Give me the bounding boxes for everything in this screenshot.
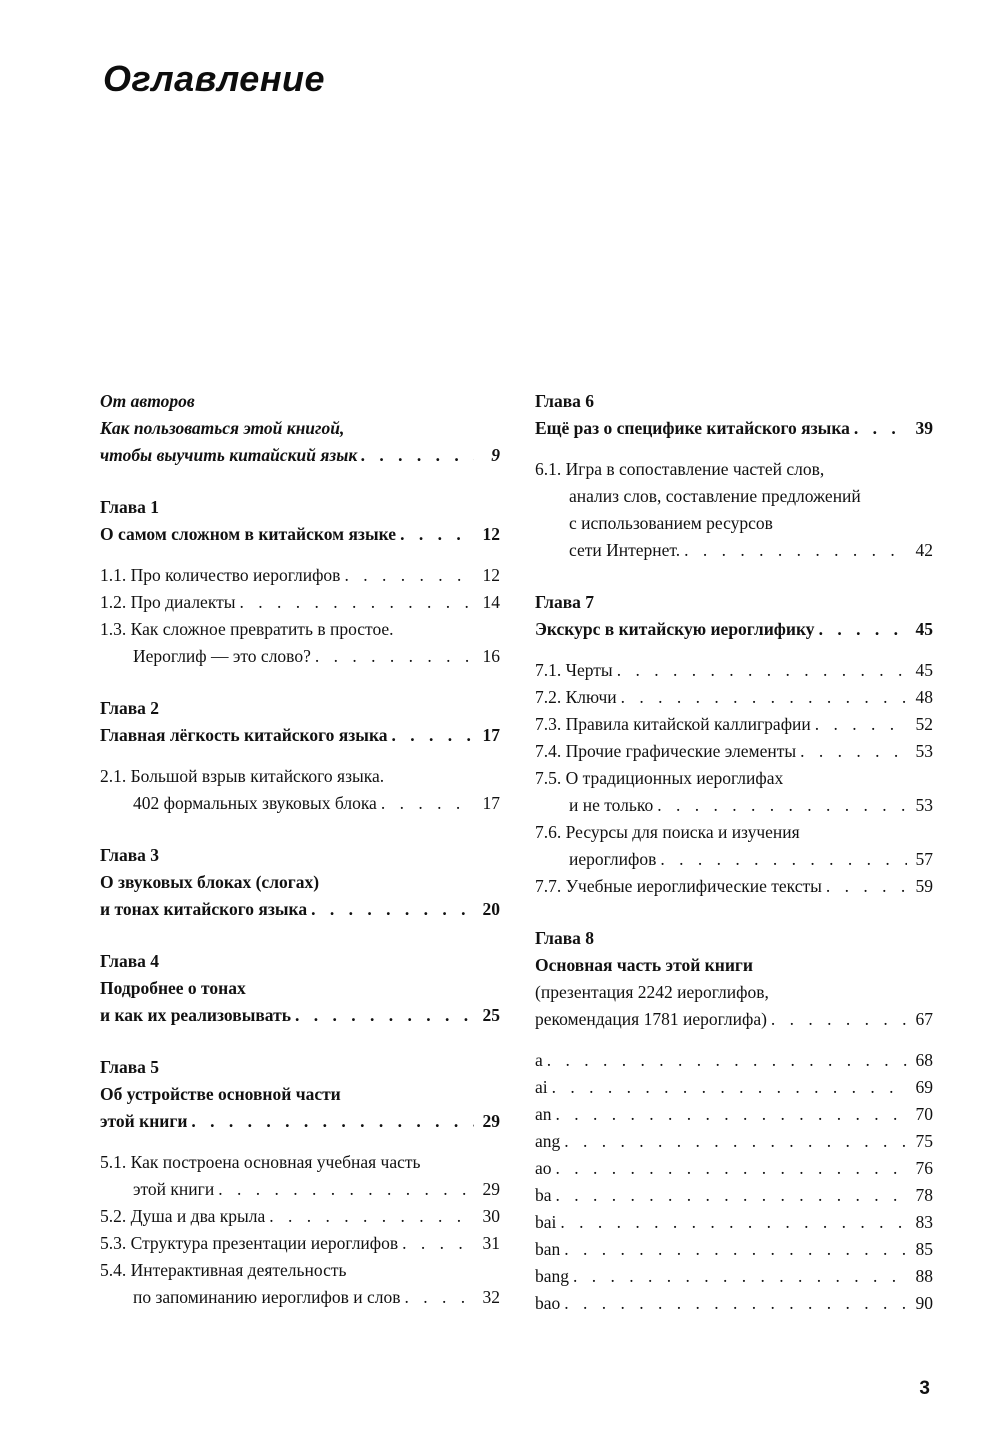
toc-page: 42	[915, 540, 933, 560]
toc-item-text: 7.2. Ключи	[535, 687, 617, 707]
toc-page: 16	[482, 646, 500, 666]
syllable-text: ao	[535, 1158, 552, 1178]
toc-item-text: по запоминанию иероглифов и слов	[133, 1287, 401, 1307]
chapter-title-text: Подробнее о тонах	[100, 978, 246, 998]
toc-item-text: и не только	[569, 795, 654, 815]
chapter-label	[535, 388, 933, 415]
toc-item[interactable]	[100, 1149, 500, 1176]
dot-leader	[657, 792, 907, 819]
toc-page: 12	[482, 565, 500, 585]
chapter-label	[100, 948, 500, 975]
toc-howto-line2[interactable]	[100, 442, 500, 469]
chapter-title-text: Об устройстве основной части	[100, 1084, 341, 1104]
toc-item-text: 7.1. Черты	[535, 660, 613, 680]
toc-text: От авторов	[100, 391, 195, 411]
toc-item-text: иероглифов	[569, 849, 657, 869]
toc-text: чтобы выучить китайский язык	[100, 445, 358, 465]
chapter-title[interactable]	[100, 869, 500, 896]
dot-leader	[771, 1006, 907, 1033]
chapter-title-text: Экскурс в китайскую иероглифику	[535, 619, 815, 639]
chapter-title[interactable]	[100, 722, 500, 749]
dot-leader	[815, 711, 907, 738]
syllable-text: bai	[535, 1212, 557, 1232]
syllable-item[interactable]	[535, 1128, 933, 1155]
chapter-label-text: Глава 1	[100, 497, 160, 517]
toc-item-text: 402 формальных звуковых блока	[133, 793, 377, 813]
chapter-label-text: Глава 2	[100, 698, 160, 718]
toc-item-cont[interactable]	[535, 537, 933, 564]
chapter-title[interactable]	[100, 1081, 500, 1108]
chapter-label	[535, 589, 933, 616]
dot-leader	[344, 562, 474, 589]
chapter-title-text: Главная лёгкость китайского языка	[100, 725, 388, 745]
chapter-title[interactable]	[100, 975, 500, 1002]
dot-leader	[381, 790, 474, 817]
dot-leader	[564, 1236, 907, 1263]
toc-item-text: 7.7. Учебные иероглифические тексты	[535, 876, 822, 896]
chapter-title-cont[interactable]	[100, 896, 500, 923]
toc-page: 90	[915, 1293, 933, 1313]
syllable-item[interactable]	[535, 1182, 933, 1209]
toc-page: 29	[482, 1179, 500, 1199]
toc-item-text: Иероглиф — это слово?	[133, 646, 311, 666]
toc-left-column	[100, 388, 500, 1311]
toc-item-cont[interactable]	[535, 483, 933, 510]
dot-leader	[617, 657, 907, 684]
dot-leader	[295, 1002, 474, 1029]
dot-leader	[573, 1263, 907, 1290]
toc-page: 88	[915, 1266, 933, 1286]
toc-right-column	[535, 388, 933, 1317]
toc-item[interactable]	[100, 763, 500, 790]
dot-leader	[819, 616, 907, 643]
chapter-label-text: Глава 6	[535, 391, 595, 411]
toc-page: 9	[491, 445, 500, 465]
dot-leader	[402, 1230, 474, 1257]
toc-item-text: этой книги	[133, 1179, 215, 1199]
toc-page: 83	[915, 1212, 933, 1232]
toc-item[interactable]	[100, 616, 500, 643]
syllable-text: ban	[535, 1239, 561, 1259]
toc-item-text: 5.1. Как построена основная учебная часть	[100, 1152, 421, 1172]
chapter-subtitle[interactable]	[535, 1006, 933, 1033]
toc-page: 12	[482, 524, 500, 544]
toc-item-cont[interactable]	[535, 510, 933, 537]
chapter-label-text: Глава 4	[100, 951, 160, 971]
toc-page: 14	[482, 592, 500, 612]
dot-leader	[564, 1290, 907, 1317]
chapter-subtitle-text: рекомендация 1781 иероглифа)	[535, 1009, 767, 1029]
chapter-label	[100, 695, 500, 722]
chapter-title[interactable]	[100, 521, 500, 548]
toc-page: 32	[482, 1287, 500, 1307]
toc-item-cont[interactable]	[100, 643, 500, 670]
dot-leader	[547, 1047, 907, 1074]
toc-page: 48	[915, 687, 933, 707]
chapter-title[interactable]	[535, 952, 933, 979]
dot-leader	[684, 537, 907, 564]
toc-item-text: 1.2. Про диалекты	[100, 592, 236, 612]
dot-leader	[240, 589, 474, 616]
toc-page: 39	[915, 418, 933, 438]
toc-page: 17	[482, 793, 500, 813]
toc-item-text: 1.1. Про количество иероглифов	[100, 565, 341, 585]
syllable-item[interactable]	[535, 1236, 933, 1263]
chapter-subtitle-text: (презентация 2242 иероглифов,	[535, 982, 769, 1002]
dot-leader	[660, 846, 907, 873]
toc-item-text: 6.1. Игра в сопоставление частей слов,	[535, 459, 825, 479]
toc-item-text: 7.5. О традиционных иероглифах	[535, 768, 784, 788]
chapter-label-text: Глава 3	[100, 845, 160, 865]
toc-page: 53	[915, 795, 933, 815]
toc-item-text: 7.4. Прочие графические элементы	[535, 741, 797, 761]
toc-item-cont[interactable]	[100, 1176, 500, 1203]
syllable-text: ba	[535, 1185, 552, 1205]
toc-item[interactable]	[535, 765, 933, 792]
dot-leader	[564, 1128, 907, 1155]
syllable-item[interactable]	[535, 1047, 933, 1074]
syllable-text: an	[535, 1104, 552, 1124]
page-number: 3	[919, 1378, 930, 1399]
chapter-label-text: Глава 5	[100, 1057, 160, 1077]
toc-item-cont[interactable]	[100, 1284, 500, 1311]
dot-leader	[556, 1155, 907, 1182]
chapter-title-cont[interactable]	[100, 1108, 500, 1135]
toc-item-text: 5.2. Душа и два крыла	[100, 1206, 266, 1226]
chapter-title-text: О звуковых блоках (слогах)	[100, 872, 320, 892]
toc-item-cont[interactable]	[535, 846, 933, 873]
dot-leader	[404, 1284, 474, 1311]
toc-page: 45	[915, 619, 933, 639]
toc-page: 31	[482, 1233, 500, 1253]
chapter-title-text: и тонах китайского языка	[100, 899, 308, 919]
toc-item-text: 5.4. Интерактивная деятельность	[100, 1260, 347, 1280]
toc-item-text: 7.3. Правила китайской каллиграфии	[535, 714, 811, 734]
chapter-title-text: О самом сложном в китайском языке	[100, 524, 397, 544]
dot-leader	[218, 1176, 474, 1203]
dot-leader	[191, 1108, 474, 1135]
toc-item[interactable]	[535, 873, 933, 900]
dot-leader	[854, 415, 907, 442]
toc-item[interactable]	[535, 738, 933, 765]
toc-page: 52	[915, 714, 933, 734]
dot-leader	[621, 684, 907, 711]
syllable-text: ang	[535, 1131, 561, 1151]
toc-page: 57	[915, 849, 933, 869]
toc-item-text: 1.3. Как сложное превратить в простое.	[100, 619, 394, 639]
dot-leader	[556, 1101, 907, 1128]
toc-item-text: 5.3. Структура презентации иероглифов	[100, 1233, 399, 1253]
toc-item[interactable]	[100, 589, 500, 616]
chapter-label	[100, 494, 500, 521]
toc-page: 29	[482, 1111, 500, 1131]
chapter-label	[100, 1054, 500, 1081]
syllable-text: bang	[535, 1266, 570, 1286]
chapter-title-text: и как их реализовывать	[100, 1005, 291, 1025]
dot-leader	[556, 1182, 907, 1209]
toc-page: 75	[915, 1131, 933, 1151]
chapter-title[interactable]	[535, 415, 933, 442]
chapter-title-cont[interactable]	[100, 1002, 500, 1029]
toc-page: 45	[915, 660, 933, 680]
toc-page: 68	[915, 1050, 933, 1070]
dot-leader	[400, 521, 474, 548]
toc-item-text: с использованием ресурсов	[569, 513, 773, 533]
toc-item-cont[interactable]	[100, 790, 500, 817]
toc-item[interactable]	[535, 456, 933, 483]
toc-page: 17	[482, 725, 500, 745]
toc-page: 69	[915, 1077, 933, 1097]
dot-leader	[311, 896, 474, 923]
toc-page: 25	[482, 1005, 500, 1025]
toc-text: Как пользоваться этой книгой,	[100, 418, 345, 438]
syllable-text: bao	[535, 1293, 561, 1313]
dot-leader	[826, 873, 907, 900]
toc-page: 78	[915, 1185, 933, 1205]
toc-item[interactable]	[535, 684, 933, 711]
toc-item[interactable]	[100, 1230, 500, 1257]
syllable-item[interactable]	[535, 1155, 933, 1182]
chapter-title[interactable]	[535, 616, 933, 643]
chapter-label-text: Глава 7	[535, 592, 595, 612]
toc-item[interactable]	[535, 819, 933, 846]
toc-item-text: сети Интернет.	[569, 540, 681, 560]
syllable-item[interactable]	[535, 1290, 933, 1317]
toc-page: 76	[915, 1158, 933, 1178]
chapter-subtitle[interactable]	[535, 979, 933, 1006]
toc-page: 59	[915, 876, 933, 896]
toc-item[interactable]	[100, 562, 500, 589]
toc-item-text: анализ слов, составление предложений	[569, 486, 861, 506]
toc-item-cont[interactable]	[535, 792, 933, 819]
syllable-item[interactable]	[535, 1101, 933, 1128]
syllable-item[interactable]	[535, 1263, 933, 1290]
dot-leader	[392, 722, 474, 749]
toc-item[interactable]	[535, 657, 933, 684]
toc-page: 70	[915, 1104, 933, 1124]
syllable-text: a	[535, 1050, 543, 1070]
chapter-label-text: Глава 8	[535, 928, 595, 948]
dot-leader	[269, 1203, 474, 1230]
page-title: Оглавление	[103, 58, 326, 99]
toc-page: 20	[482, 899, 500, 919]
toc-howto-line1[interactable]	[100, 415, 500, 442]
toc-item[interactable]	[100, 1203, 500, 1230]
chapter-label	[535, 925, 933, 952]
toc-item-text: 7.6. Ресурсы для поиска и изучения	[535, 822, 800, 842]
syllable-item[interactable]	[535, 1074, 933, 1101]
toc-item[interactable]	[100, 1257, 500, 1284]
toc-page: 85	[915, 1239, 933, 1259]
toc-page: 67	[915, 1009, 933, 1029]
chapter-label	[100, 842, 500, 869]
dot-leader	[315, 643, 474, 670]
chapter-title-text: Ещё раз о специфике китайского языка	[535, 418, 850, 438]
dot-leader	[361, 442, 474, 469]
chapter-title-text: этой книги	[100, 1111, 188, 1131]
syllable-item[interactable]	[535, 1209, 933, 1236]
chapter-title-text: Основная часть этой книги	[535, 955, 753, 975]
toc-item[interactable]	[535, 711, 933, 738]
dot-leader	[560, 1209, 907, 1236]
syllable-text: ai	[535, 1077, 548, 1097]
toc-foreword[interactable]	[100, 388, 500, 415]
dot-leader	[800, 738, 907, 765]
dot-leader	[552, 1074, 907, 1101]
toc-page: 53	[915, 741, 933, 761]
toc-item-text: 2.1. Большой взрыв китайского языка.	[100, 766, 385, 786]
toc-page: 30	[482, 1206, 500, 1226]
